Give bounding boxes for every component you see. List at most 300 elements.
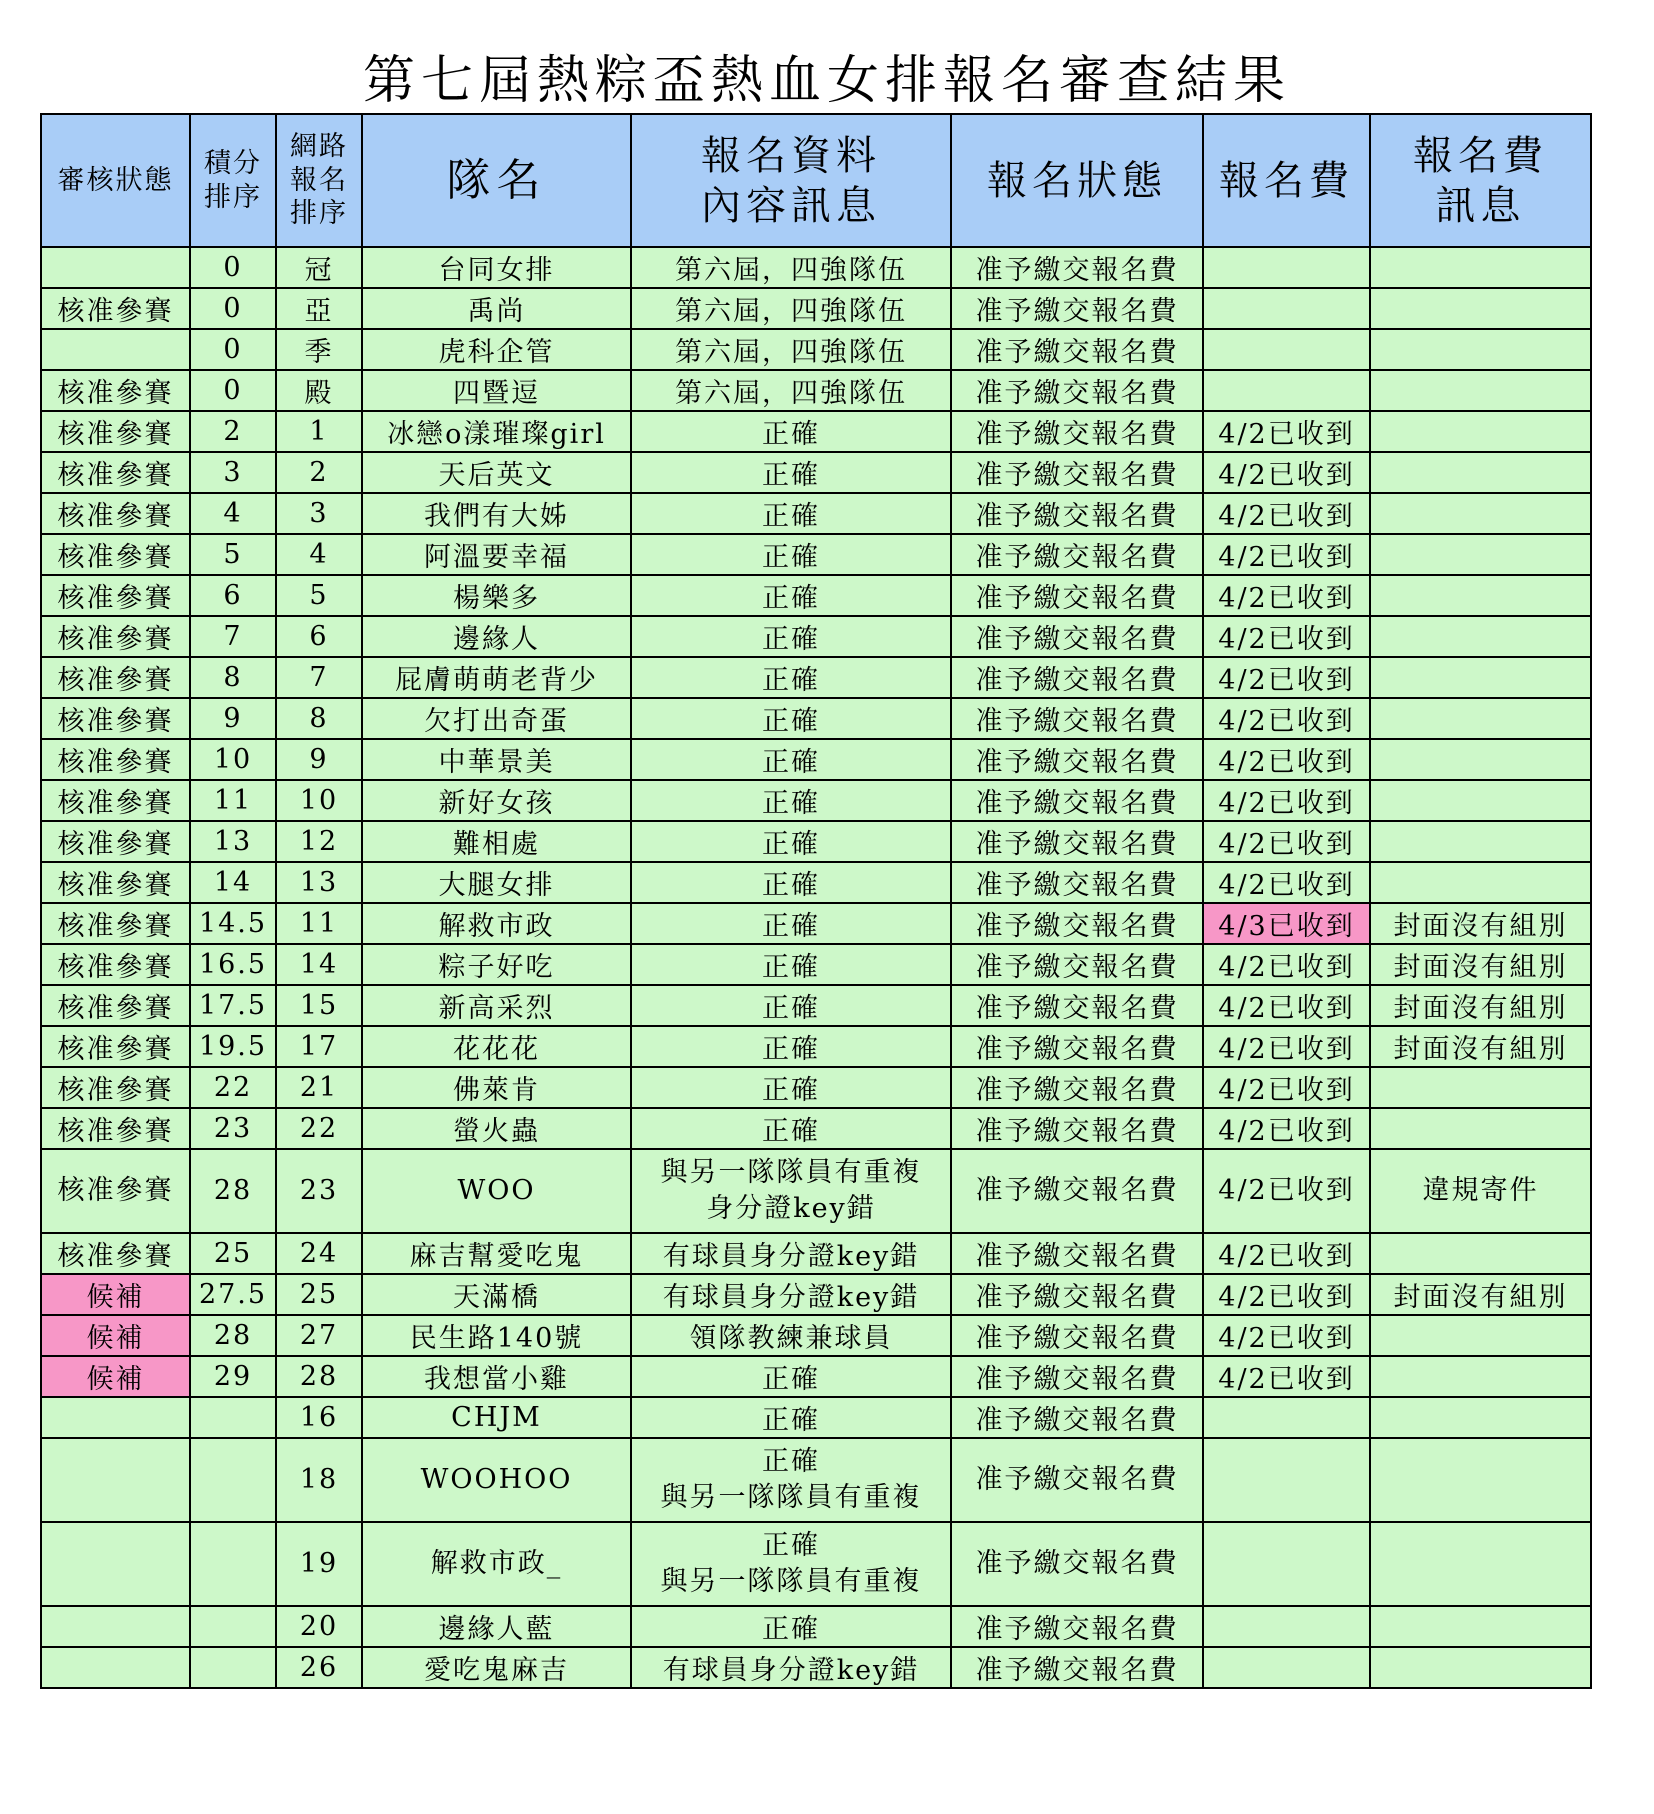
cell-points-rank [190, 1438, 276, 1522]
cell-fee-info [1370, 739, 1591, 780]
cell-reg-status: 准予繳交報名費 [951, 1606, 1203, 1647]
cell-points-rank: 27.5 [190, 1274, 276, 1315]
header-reg-status: 報名狀態 [951, 114, 1203, 247]
cell-online-rank: 5 [276, 575, 362, 616]
cell-team-name: 楊樂多 [362, 575, 631, 616]
cell-fee-info [1370, 1397, 1591, 1438]
cell-points-rank [190, 1606, 276, 1647]
review-results-table [40, 113, 1592, 1689]
cell-fee-info [1370, 534, 1591, 575]
cell-fee: 4/2已收到 [1203, 1108, 1370, 1149]
cell-points-rank: 7 [190, 616, 276, 657]
cell-fee-info [1370, 370, 1591, 411]
cell-info [631, 1067, 951, 1108]
cell-fee: 4/2已收到 [1203, 739, 1370, 780]
cell-fee [1203, 329, 1370, 370]
cell-points-rank: 0 [190, 247, 276, 288]
cell-review-status [41, 247, 190, 288]
cell-fee: 4/2已收到 [1203, 862, 1370, 903]
cell-fee-info [1370, 821, 1591, 862]
cell-online-rank: 冠 [276, 247, 362, 288]
cell-reg-status: 准予繳交報名費 [951, 739, 1203, 780]
cell-review-status: 核准參賽 [41, 1026, 190, 1067]
table-row [41, 1108, 1591, 1149]
cell-review-status [41, 1438, 190, 1522]
cell-info-line: 正確 [762, 665, 820, 696]
header-info-line2: 內容訊息 [701, 182, 881, 229]
cell-fee-info [1370, 1108, 1591, 1149]
cell-reg-status: 准予繳交報名費 [951, 288, 1203, 329]
header-info-line1: 報名資料 [701, 132, 881, 179]
cell-online-rank: 14 [276, 944, 362, 985]
cell-online-rank: 22 [276, 1108, 362, 1149]
table-row [41, 411, 1591, 452]
cell-fee-info [1370, 1647, 1591, 1688]
cell-fee: 4/2已收到 [1203, 1026, 1370, 1067]
cell-fee-info: 封面沒有組別 [1370, 1274, 1591, 1315]
cell-points-rank: 13 [190, 821, 276, 862]
cell-team-name: 粽子好吃 [362, 944, 631, 985]
cell-fee [1203, 370, 1370, 411]
cell-info-line: 正確 [762, 460, 820, 491]
cell-fee-info [1370, 493, 1591, 534]
cell-info-line: 正確 [762, 1405, 820, 1436]
table-row [41, 780, 1591, 821]
cell-reg-status: 准予繳交報名費 [951, 821, 1203, 862]
cell-fee-info: 封面沒有組別 [1370, 1026, 1591, 1067]
cell-info-line: 有球員身分證key錯 [662, 1282, 920, 1313]
cell-info [631, 452, 951, 493]
cell-info-line: 身分證key錯 [706, 1193, 876, 1224]
cell-fee: 4/2已收到 [1203, 657, 1370, 698]
cell-info [631, 534, 951, 575]
cell-info [631, 1315, 951, 1356]
cell-fee [1203, 1438, 1370, 1522]
cell-info-line: 正確 [762, 1364, 820, 1395]
cell-online-rank: 23 [276, 1149, 362, 1233]
cell-info-line: 第六屆，四強隊伍 [675, 296, 907, 327]
cell-points-rank [190, 1397, 276, 1438]
table-row [41, 1067, 1591, 1108]
header-fee-info-line2: 訊息 [1435, 182, 1526, 229]
cell-fee [1203, 1647, 1370, 1688]
cell-fee: 4/2已收到 [1203, 1233, 1370, 1274]
cell-team-name: 屁膚萌萌老背少 [362, 657, 631, 698]
cell-fee-info [1370, 1606, 1591, 1647]
cell-fee: 4/2已收到 [1203, 1274, 1370, 1315]
cell-online-rank: 16 [276, 1397, 362, 1438]
cell-team-name: 佛萊肯 [362, 1067, 631, 1108]
cell-points-rank: 25 [190, 1233, 276, 1274]
table-row [41, 1274, 1591, 1315]
cell-reg-status: 准予繳交報名費 [951, 575, 1203, 616]
cell-info [631, 1438, 951, 1522]
cell-info [631, 657, 951, 698]
cell-review-status: 核准參賽 [41, 903, 190, 944]
cell-fee-info [1370, 575, 1591, 616]
cell-online-rank: 季 [276, 329, 362, 370]
cell-fee-info [1370, 1067, 1591, 1108]
table-row [41, 862, 1591, 903]
cell-info-line: 正確 [762, 870, 820, 901]
cell-review-status: 核准參賽 [41, 1233, 190, 1274]
cell-reg-status: 准予繳交報名費 [951, 1067, 1203, 1108]
cell-reg-status: 准予繳交報名費 [951, 985, 1203, 1026]
cell-team-name: 螢火蟲 [362, 1108, 631, 1149]
cell-points-rank: 2 [190, 411, 276, 452]
cell-info-line: 正確 [762, 829, 820, 860]
cell-info [631, 411, 951, 452]
cell-team-name: 難相處 [362, 821, 631, 862]
header-online-rank-line3: 排序 [290, 198, 348, 230]
cell-fee: 4/2已收到 [1203, 780, 1370, 821]
cell-info-line: 領隊教練兼球員 [689, 1323, 893, 1354]
cell-fee-info [1370, 616, 1591, 657]
cell-online-rank: 18 [276, 1438, 362, 1522]
cell-review-status: 核准參賽 [41, 821, 190, 862]
cell-info [631, 329, 951, 370]
cell-team-name: 邊緣人藍 [362, 1606, 631, 1647]
cell-fee: 4/2已收到 [1203, 1149, 1370, 1233]
cell-info-line: 正確 [762, 1116, 820, 1147]
header-fee-info-line1: 報名費 [1413, 132, 1548, 179]
table-row [41, 616, 1591, 657]
cell-online-rank: 26 [276, 1647, 362, 1688]
cell-reg-status: 准予繳交報名費 [951, 1315, 1203, 1356]
cell-info [631, 1233, 951, 1274]
cell-fee-info [1370, 247, 1591, 288]
table-row [41, 903, 1591, 944]
cell-team-name: 民生路140號 [362, 1315, 631, 1356]
cell-review-status [41, 1606, 190, 1647]
cell-info [631, 1108, 951, 1149]
cell-info-line: 正確 [762, 583, 820, 614]
cell-points-rank: 16.5 [190, 944, 276, 985]
cell-team-name: 我們有大姊 [362, 493, 631, 534]
cell-team-name: 天后英文 [362, 452, 631, 493]
cell-fee-info [1370, 1522, 1591, 1606]
cell-fee: 4/2已收到 [1203, 944, 1370, 985]
cell-info [631, 944, 951, 985]
page-title: 第七屆熱粽盃熱血女排報名審查結果 [362, 51, 1291, 111]
cell-info [631, 739, 951, 780]
cell-reg-status: 准予繳交報名費 [951, 411, 1203, 452]
cell-points-rank: 22 [190, 1067, 276, 1108]
cell-team-name: 邊緣人 [362, 616, 631, 657]
table-row [41, 370, 1591, 411]
cell-reg-status: 准予繳交報名費 [951, 534, 1203, 575]
cell-info-line: 正確 [762, 501, 820, 532]
cell-reg-status: 准予繳交報名費 [951, 616, 1203, 657]
cell-review-status: 核准參賽 [41, 698, 190, 739]
cell-info-line: 正確 [762, 1529, 820, 1561]
cell-team-name: 虎科企管 [362, 329, 631, 370]
cell-info [631, 985, 951, 1026]
cell-fee-info: 封面沒有組別 [1370, 903, 1591, 944]
cell-points-rank: 9 [190, 698, 276, 739]
cell-review-status: 核准參賽 [41, 493, 190, 534]
cell-review-status: 核准參賽 [41, 1149, 190, 1233]
cell-review-status: 核准參賽 [41, 411, 190, 452]
cell-online-rank: 3 [276, 493, 362, 534]
table-row [41, 1522, 1591, 1606]
cell-points-rank: 8 [190, 657, 276, 698]
cell-reg-status: 准予繳交報名費 [951, 370, 1203, 411]
header-online-rank-line1: 網路 [290, 130, 348, 162]
cell-reg-status: 准予繳交報名費 [951, 1274, 1203, 1315]
table-row [41, 1397, 1591, 1438]
cell-fee-info [1370, 657, 1591, 698]
cell-online-rank: 11 [276, 903, 362, 944]
cell-info [631, 1026, 951, 1067]
cell-fee [1203, 288, 1370, 329]
cell-team-name: 愛吃鬼麻吉 [362, 1647, 631, 1688]
cell-reg-status: 准予繳交報名費 [951, 1397, 1203, 1438]
cell-online-rank: 15 [276, 985, 362, 1026]
cell-reg-status: 准予繳交報名費 [951, 944, 1203, 985]
cell-team-name: 麻吉幫愛吃鬼 [362, 1233, 631, 1274]
cell-points-rank: 0 [190, 288, 276, 329]
cell-review-status: 核准參賽 [41, 534, 190, 575]
cell-reg-status: 准予繳交報名費 [951, 1026, 1203, 1067]
cell-team-name: 禹尚 [362, 288, 631, 329]
cell-fee-info [1370, 288, 1591, 329]
cell-review-status [41, 1397, 190, 1438]
cell-points-rank: 0 [190, 329, 276, 370]
cell-fee-info: 封面沒有組別 [1370, 985, 1591, 1026]
table-row [41, 1438, 1591, 1522]
cell-fee [1203, 1606, 1370, 1647]
cell-team-name: 花花花 [362, 1026, 631, 1067]
cell-fee-info: 封面沒有組別 [1370, 944, 1591, 985]
cell-reg-status: 准予繳交報名費 [951, 452, 1203, 493]
cell-fee: 4/2已收到 [1203, 411, 1370, 452]
cell-review-status: 核准參賽 [41, 1067, 190, 1108]
table-row [41, 575, 1591, 616]
cell-fee-info [1370, 1233, 1591, 1274]
cell-info [631, 493, 951, 534]
cell-review-status: 核准參賽 [41, 739, 190, 780]
header-team-name: 隊名 [362, 114, 631, 247]
cell-review-status: 核准參賽 [41, 616, 190, 657]
header-online-rank-line2: 報名 [290, 164, 348, 196]
cell-info-line: 第六屆，四強隊伍 [675, 378, 907, 409]
cell-reg-status: 准予繳交報名費 [951, 247, 1203, 288]
cell-fee-info [1370, 1356, 1591, 1397]
cell-info-line: 正確 [762, 706, 820, 737]
cell-fee-info [1370, 329, 1591, 370]
table-row [41, 821, 1591, 862]
cell-review-status [41, 1647, 190, 1688]
cell-info-line: 正確 [762, 542, 820, 573]
cell-reg-status: 准予繳交報名費 [951, 1647, 1203, 1688]
cell-fee: 4/2已收到 [1203, 698, 1370, 739]
cell-points-rank: 10 [190, 739, 276, 780]
cell-info [631, 575, 951, 616]
cell-info [631, 698, 951, 739]
cell-team-name: 台同女排 [362, 247, 631, 288]
cell-review-status: 核准參賽 [41, 985, 190, 1026]
cell-online-rank: 殿 [276, 370, 362, 411]
cell-info [631, 1647, 951, 1688]
cell-info [631, 1606, 951, 1647]
cell-team-name: 新好女孩 [362, 780, 631, 821]
table-row [41, 1356, 1591, 1397]
table-row [41, 329, 1591, 370]
cell-info [631, 1356, 951, 1397]
cell-info-line: 與另一隊隊員有重複 [660, 1482, 922, 1513]
cell-fee-info [1370, 1315, 1591, 1356]
cell-info [631, 1149, 951, 1233]
cell-fee-info: 違規寄件 [1370, 1149, 1591, 1233]
cell-reg-status: 准予繳交報名費 [951, 862, 1203, 903]
cell-reg-status: 准予繳交報名費 [951, 329, 1203, 370]
table-body [41, 247, 1591, 1688]
cell-fee: 4/2已收到 [1203, 616, 1370, 657]
cell-info-line: 有球員身分證key錯 [662, 1241, 920, 1272]
cell-fee: 4/2已收到 [1203, 534, 1370, 575]
cell-info-line: 有球員身分證key錯 [662, 1655, 920, 1686]
cell-team-name: 天滿橋 [362, 1274, 631, 1315]
cell-reg-status: 准予繳交報名費 [951, 698, 1203, 739]
cell-info [631, 1397, 951, 1438]
cell-reg-status: 准予繳交報名費 [951, 1438, 1203, 1522]
cell-online-rank: 4 [276, 534, 362, 575]
cell-info [631, 616, 951, 657]
cell-online-rank: 亞 [276, 288, 362, 329]
cell-fee-info [1370, 862, 1591, 903]
cell-team-name: WOOHOO [362, 1438, 631, 1522]
cell-info [631, 370, 951, 411]
cell-review-status [41, 329, 190, 370]
table-row [41, 1026, 1591, 1067]
header-points-rank-line1: 積分 [204, 147, 262, 179]
cell-info [631, 1522, 951, 1606]
table-row [41, 247, 1591, 288]
cell-reg-status: 准予繳交報名費 [951, 1108, 1203, 1149]
cell-team-name: 我想當小雞 [362, 1356, 631, 1397]
cell-points-rank: 23 [190, 1108, 276, 1149]
cell-reg-status: 准予繳交報名費 [951, 1522, 1203, 1606]
cell-fee: 4/2已收到 [1203, 821, 1370, 862]
cell-info [631, 247, 951, 288]
cell-review-status: 核准參賽 [41, 780, 190, 821]
cell-fee: 4/2已收到 [1203, 575, 1370, 616]
cell-fee: 4/2已收到 [1203, 1315, 1370, 1356]
cell-review-status: 核准參賽 [41, 862, 190, 903]
cell-online-rank: 25 [276, 1274, 362, 1315]
cell-fee [1203, 1397, 1370, 1438]
cell-team-name: 中華景美 [362, 739, 631, 780]
cell-fee: 4/2已收到 [1203, 985, 1370, 1026]
cell-online-rank: 12 [276, 821, 362, 862]
cell-online-rank: 27 [276, 1315, 362, 1356]
header-points-rank-line2: 排序 [204, 181, 262, 213]
cell-team-name: 冰戀o漾璀璨girl [362, 411, 631, 452]
cell-online-rank: 24 [276, 1233, 362, 1274]
table-row [41, 985, 1591, 1026]
cell-review-status: 核准參賽 [41, 452, 190, 493]
cell-info [631, 288, 951, 329]
cell-points-rank [190, 1647, 276, 1688]
cell-points-rank: 17.5 [190, 985, 276, 1026]
cell-fee [1203, 247, 1370, 288]
table-row [41, 698, 1591, 739]
cell-online-rank: 17 [276, 1026, 362, 1067]
cell-online-rank: 6 [276, 616, 362, 657]
cell-points-rank: 14 [190, 862, 276, 903]
cell-fee-info [1370, 452, 1591, 493]
cell-team-name: 大腿女排 [362, 862, 631, 903]
cell-points-rank: 29 [190, 1356, 276, 1397]
cell-points-rank: 4 [190, 493, 276, 534]
cell-info [631, 862, 951, 903]
cell-team-name: 四暨逗 [362, 370, 631, 411]
header-points-rank [190, 114, 276, 247]
cell-info-line: 第六屆，四強隊伍 [675, 255, 907, 286]
cell-review-status: 核准參賽 [41, 370, 190, 411]
cell-online-rank: 8 [276, 698, 362, 739]
cell-fee: 4/2已收到 [1203, 493, 1370, 534]
cell-points-rank: 3 [190, 452, 276, 493]
cell-info-line: 正確 [762, 419, 820, 450]
cell-review-status: 核准參賽 [41, 657, 190, 698]
cell-reg-status: 准予繳交報名費 [951, 1233, 1203, 1274]
cell-info [631, 1274, 951, 1315]
cell-team-name: CHJM [362, 1397, 631, 1438]
cell-online-rank: 20 [276, 1606, 362, 1647]
table-row [41, 493, 1591, 534]
cell-points-rank: 5 [190, 534, 276, 575]
table-row [41, 1315, 1591, 1356]
header-review-status: 審核狀態 [41, 114, 190, 247]
cell-online-rank: 2 [276, 452, 362, 493]
header-online-rank [276, 114, 362, 247]
cell-reg-status: 准予繳交報名費 [951, 903, 1203, 944]
header-info [631, 114, 951, 247]
cell-points-rank: 0 [190, 370, 276, 411]
cell-points-rank: 28 [190, 1149, 276, 1233]
table-row [41, 1233, 1591, 1274]
cell-info-line: 與另一隊隊員有重複 [660, 1156, 922, 1188]
cell-fee-info [1370, 780, 1591, 821]
cell-info-line: 正確 [762, 1445, 820, 1477]
cell-team-name: 欠打出奇蛋 [362, 698, 631, 739]
table-row [41, 1149, 1591, 1233]
cell-fee: 4/2已收到 [1203, 1067, 1370, 1108]
cell-info-line: 與另一隊隊員有重複 [660, 1566, 922, 1597]
cell-online-rank: 19 [276, 1522, 362, 1606]
cell-info [631, 780, 951, 821]
cell-team-name: 解救市政_ [362, 1522, 631, 1606]
cell-reg-status: 准予繳交報名費 [951, 1149, 1203, 1233]
header-fee-info [1370, 114, 1591, 247]
table-row [41, 657, 1591, 698]
cell-online-rank: 10 [276, 780, 362, 821]
cell-info-line: 正確 [762, 1075, 820, 1106]
cell-info-line: 正確 [762, 911, 820, 942]
cell-points-rank: 28 [190, 1315, 276, 1356]
cell-info-line: 正確 [762, 624, 820, 655]
cell-fee: 4/3已收到 [1203, 903, 1370, 944]
cell-online-rank: 21 [276, 1067, 362, 1108]
cell-points-rank: 14.5 [190, 903, 276, 944]
cell-review-status: 核准參賽 [41, 288, 190, 329]
cell-info-line: 正確 [762, 747, 820, 778]
cell-info [631, 903, 951, 944]
cell-review-status [41, 1522, 190, 1606]
table-row [41, 534, 1591, 575]
